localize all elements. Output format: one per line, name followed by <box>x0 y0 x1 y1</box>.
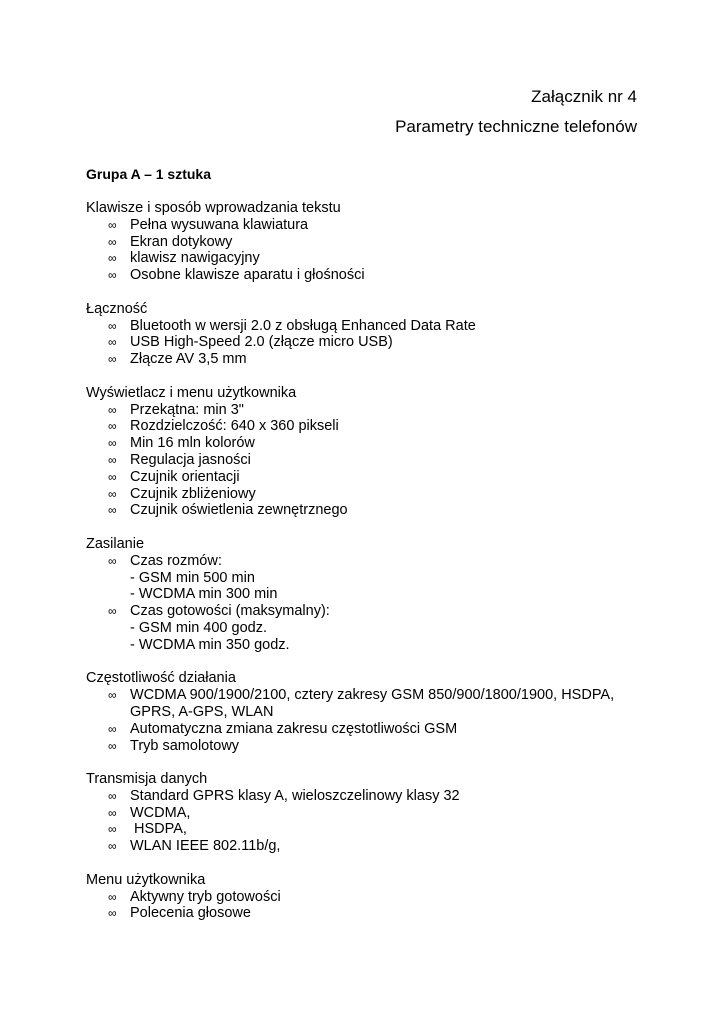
spec-item <box>86 738 646 755</box>
infinity-bullet-icon: ∞ <box>108 553 117 568</box>
infinity-bullet-icon: ∞ <box>108 234 117 249</box>
infinity-bullet-icon: ∞ <box>108 402 117 417</box>
spec-item-text: WLAN IEEE 802.11b/g, <box>130 838 281 855</box>
infinity-bullet-icon: ∞ <box>108 251 117 266</box>
spec-item <box>86 217 646 234</box>
spec-item-text: Czas gotowości (maksymalny): <box>130 603 330 620</box>
spec-section <box>86 385 646 519</box>
section-title: Klawisze i sposób wprowadzania tekstu <box>86 200 341 216</box>
spec-item <box>86 788 646 805</box>
spec-item-text: Rozdzielczość: 640 x 360 pikseli <box>130 418 339 435</box>
spec-item <box>86 418 646 435</box>
spec-list <box>86 687 646 754</box>
spec-item-text: USB High-Speed 2.0 (złącze micro USB) <box>130 334 393 351</box>
spec-item <box>86 334 646 351</box>
spec-item-text: Automatyczna zmiana zakresu częstotliwości GSM <box>130 720 458 737</box>
spec-list <box>86 318 646 368</box>
spec-subitem: GPRS, A-GPS, WLAN <box>130 703 274 720</box>
spec-item <box>86 721 646 738</box>
infinity-bullet-icon: ∞ <box>108 436 117 451</box>
infinity-bullet-icon: ∞ <box>108 906 117 921</box>
infinity-bullet-icon: ∞ <box>108 839 117 854</box>
spec-section <box>86 301 646 368</box>
infinity-bullet-icon: ∞ <box>108 469 117 484</box>
spec-item-text: klawisz nawigacyjny <box>130 250 260 267</box>
infinity-bullet-icon: ∞ <box>108 352 117 367</box>
infinity-bullet-icon: ∞ <box>108 318 117 333</box>
spec-list <box>86 889 646 923</box>
spec-item <box>86 267 646 284</box>
spec-item-text: Regulacja jasności <box>130 451 251 468</box>
spec-list <box>86 217 646 284</box>
spec-item-text: Polecenia głosowe <box>130 905 251 922</box>
group-heading: Grupa A – 1 sztuka <box>86 166 212 182</box>
spec-item-text: Przekątna: min 3" <box>130 401 244 418</box>
spec-item <box>86 318 646 335</box>
infinity-bullet-icon: ∞ <box>108 805 117 820</box>
spec-item-text: Czujnik oświetlenia zewnętrznego <box>130 502 348 519</box>
spec-section <box>86 200 646 284</box>
spec-subitem: - WCDMA min 350 godz. <box>130 636 290 653</box>
spec-item <box>86 469 646 486</box>
spec-item <box>86 805 646 822</box>
spec-item <box>86 351 646 368</box>
spec-item-text: Min 16 mln kolorów <box>130 435 255 452</box>
infinity-bullet-icon: ∞ <box>108 822 117 837</box>
infinity-bullet-icon: ∞ <box>108 419 117 434</box>
section-title: Wyświetlacz i menu użytkownika <box>86 384 297 401</box>
spec-item <box>86 603 646 653</box>
spec-item-text: Tryb samolotowy <box>130 737 240 754</box>
spec-item <box>86 553 646 603</box>
spec-item <box>86 821 646 838</box>
spec-item <box>86 889 646 906</box>
infinity-bullet-icon: ∞ <box>108 452 117 467</box>
infinity-bullet-icon: ∞ <box>108 738 117 753</box>
document-title: Parametry techniczne telefonów <box>395 117 637 136</box>
spec-item-text: WCDMA, <box>130 804 191 821</box>
infinity-bullet-icon: ∞ <box>108 335 117 350</box>
spec-item <box>86 402 646 419</box>
spec-item-text: Standard GPRS klasy A, wieloszczelinowy klasy 32 <box>130 787 460 804</box>
section-title: Częstotliwość działania <box>86 670 236 687</box>
spec-item <box>86 250 646 267</box>
spec-section <box>86 536 646 654</box>
spec-item-text: WCDMA 900/1900/2100, cztery zakresy GSM 850/900/1800/1900, HSDPA, <box>130 687 615 704</box>
spec-item-text: Aktywny tryb gotowości <box>130 888 281 905</box>
infinity-bullet-icon: ∞ <box>108 503 117 518</box>
spec-item-text: HSDPA, <box>130 821 187 838</box>
spec-item <box>86 905 646 922</box>
spec-item-text: Złącze AV 3,5 mm <box>130 351 247 368</box>
infinity-bullet-icon: ∞ <box>108 889 117 904</box>
spec-item-text: Osobne klawisze aparatu i głośności <box>130 267 365 284</box>
spec-item <box>86 435 646 452</box>
infinity-bullet-icon: ∞ <box>108 788 117 803</box>
spec-item-text: Bluetooth w wersji 2.0 z obsługą Enhanced Data Rate <box>130 317 476 334</box>
spec-item <box>86 687 646 721</box>
spec-item-text: Czujnik orientacji <box>130 468 240 485</box>
spec-list <box>86 788 646 855</box>
infinity-bullet-icon: ∞ <box>108 721 117 736</box>
spec-content <box>86 200 646 939</box>
infinity-bullet-icon: ∞ <box>108 604 117 619</box>
infinity-bullet-icon: ∞ <box>108 268 117 283</box>
section-title: Transmisja danych <box>86 771 208 788</box>
spec-item <box>86 234 646 251</box>
infinity-bullet-icon: ∞ <box>108 486 117 501</box>
spec-section <box>86 670 646 754</box>
infinity-bullet-icon: ∞ <box>108 688 117 703</box>
section-title: Łączność <box>86 300 148 317</box>
spec-subitem: - GSM min 400 godz. <box>130 619 267 636</box>
attachment-label: Załącznik nr 4 <box>531 87 637 106</box>
spec-section <box>86 872 646 922</box>
spec-section <box>86 771 646 855</box>
spec-subitem: - WCDMA min 300 min <box>130 586 278 603</box>
section-title: Zasilanie <box>86 535 145 552</box>
spec-list <box>86 553 646 654</box>
spec-item-text: Czas rozmów: <box>130 552 222 569</box>
spec-item-text: Pełna wysuwana klawiatura <box>130 216 309 233</box>
spec-subitem: - GSM min 500 min <box>130 569 255 586</box>
section-title: Menu użytkownika <box>86 871 206 888</box>
spec-item-text: Ekran dotykowy <box>130 233 233 250</box>
spec-item <box>86 838 646 855</box>
infinity-bullet-icon: ∞ <box>108 217 117 232</box>
spec-list <box>86 402 646 520</box>
spec-item <box>86 502 646 519</box>
spec-item-text: Czujnik zbliżeniowy <box>130 485 256 502</box>
spec-item <box>86 452 646 469</box>
spec-item <box>86 486 646 503</box>
